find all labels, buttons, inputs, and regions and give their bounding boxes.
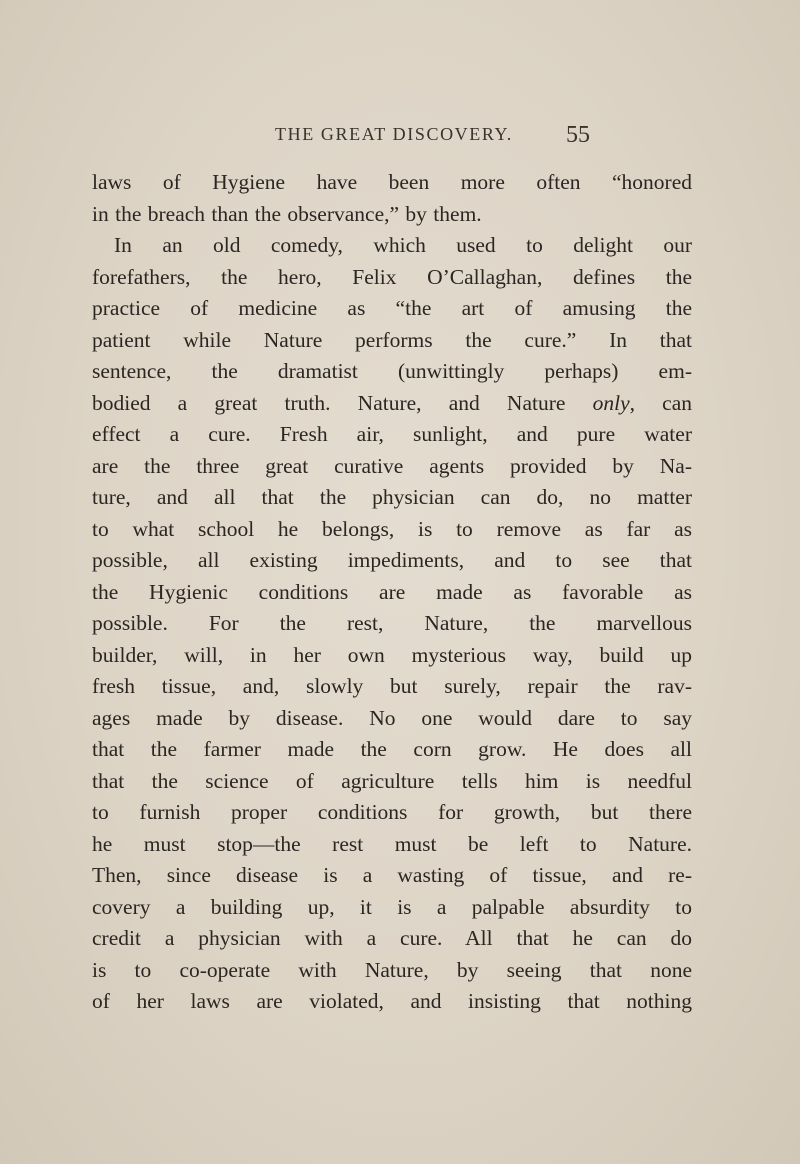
text-line: bodied a great truth. Nature, and Nature only, can: [92, 390, 693, 415]
text-line: to what school he belongs, is to remove as far as: [92, 516, 692, 541]
text-line: builder, will, in her own mysterious way, build up: [92, 642, 692, 667]
text-line: to furnish proper conditions for growth, but there: [92, 800, 692, 824]
text-line: covery a building up, it is a palpable absurdity to: [92, 894, 692, 919]
text-line: possible, all existing impediments, and to see that: [92, 548, 692, 572]
running-head: [0, 118, 800, 158]
text-line: that the farmer made the corn grow. He does all: [92, 737, 692, 761]
text-line: of her laws are violated, and insisting that nothing: [92, 989, 692, 1013]
text-line: that the science of agriculture tells him is needful: [92, 768, 692, 793]
text-line: practice of medicine as “the art of amusing the: [92, 296, 692, 320]
text-line: Then, since disease is a wasting of tissue, and re-: [92, 863, 692, 887]
text-line: patient while Nature performs the cure.” In that: [92, 327, 692, 352]
text-line: sentence, the dramatist (unwittingly perhaps) em-: [92, 359, 692, 383]
running-title: THE GREAT DISCOVERY.: [275, 124, 513, 144]
text-line: ture, and all that the physician can do, no matter: [92, 485, 692, 509]
text-line: is to co-operate with Nature, by seeing that none: [92, 957, 692, 982]
text-line: forefathers, the hero, Felix O’Callaghan, defines the: [92, 264, 692, 289]
text-line: in the breach than the observance,” by them.: [92, 201, 482, 226]
body-text: [92, 167, 692, 1018]
text-line: In an old comedy, which used to delight our: [114, 233, 692, 257]
text-line: possible. For the rest, Nature, the marvellous: [92, 611, 692, 635]
text-line: laws of Hygiene have been more often “honored: [92, 170, 692, 194]
page-number: 55: [566, 122, 590, 148]
text-line: credit a physician with a cure. All that he can do: [92, 926, 692, 950]
text-line: he must stop—the rest must be left to Nature.: [92, 831, 692, 856]
text-line: are the three great curative agents provided by Na-: [92, 453, 692, 478]
text-line: fresh tissue, and, slowly but surely, repair the rav-: [92, 674, 692, 698]
text-line: ages made by disease. No one would dare to say: [92, 705, 692, 730]
text-line: the Hygienic conditions are made as favorable as: [92, 579, 692, 604]
text-line: effect a cure. Fresh air, sunlight, and pure water: [92, 422, 692, 446]
